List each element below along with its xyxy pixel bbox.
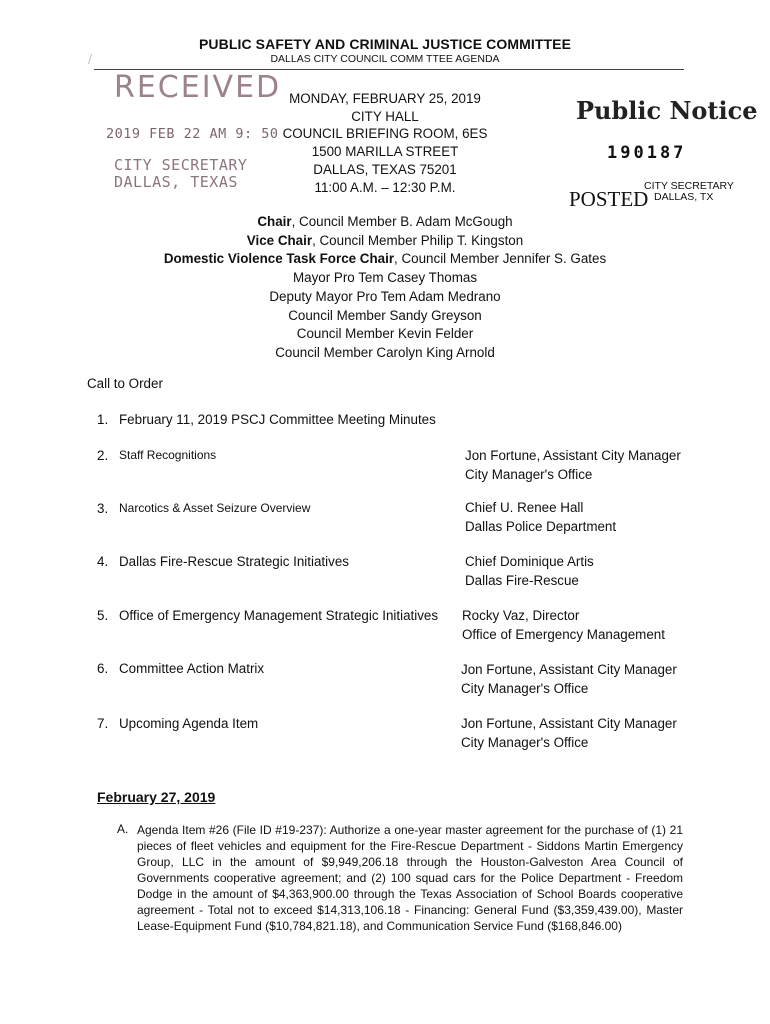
meeting-street: 1500 MARILLA STREET: [311, 144, 459, 160]
meeting-room: COUNCIL BRIEFING ROOM, 6ES: [282, 126, 488, 142]
posted-city-line2: DALLAS, TX: [654, 191, 714, 203]
agenda-item-number: 3.: [97, 501, 109, 516]
committee-member: Mayor Pro Tem Casey Thomas: [292, 270, 478, 286]
agenda-item-number: 5.: [97, 608, 109, 623]
agenda-item-title: Office of Emergency Management Strategic Initiatives: [119, 608, 439, 623]
section-item-letter: A.: [117, 822, 129, 836]
received-stamp: RECEIVED: [114, 70, 282, 105]
presenter-office: Dallas Police Department: [465, 518, 617, 534]
meeting-date: MONDAY, FEBRUARY 25, 2019: [289, 91, 481, 106]
presenter-name: Jon Fortune, Assistant City Manager: [461, 662, 677, 677]
presenter-office: Dallas Fire-Rescue: [465, 572, 579, 588]
posted-city: [644, 181, 734, 203]
agenda-item-title: February 11, 2019 PSCJ Committee Meeting Minutes: [119, 412, 436, 427]
document-subtitle: DALLAS CITY COUNCIL COMM TTEE AGENDA: [270, 53, 500, 65]
presenter-office: Office of Emergency Management: [462, 626, 665, 642]
presenter-office: City Manager's Office: [461, 680, 589, 696]
agenda-item-title: Narcotics & Asset Seizure Overview: [119, 501, 311, 515]
agenda-item-title: Upcoming Agenda Item: [119, 716, 259, 731]
presenter-name: Chief Dominique Artis: [465, 554, 594, 569]
agenda-item-number: 6.: [97, 661, 109, 676]
document-title: PUBLIC SAFETY AND CRIMINAL JUSTICE COMMITTEE: [198, 36, 572, 52]
committee-member: Council Member Sandy Greyson: [288, 307, 482, 323]
committee-list: [0, 213, 770, 363]
agenda-item-title: Committee Action Matrix: [119, 661, 265, 676]
committee-member: Council Member Carolyn King Arnold: [275, 344, 495, 360]
vice-chair-name: , Council Member Philip T. Kingston: [312, 232, 524, 248]
margin-mark: /: [88, 52, 93, 66]
received-stamp-date: 2019 FEB 22 AM 9: 50: [106, 126, 279, 142]
agenda-item-presenter: [465, 499, 616, 536]
presenter-name: Rocky Vaz, Director: [462, 608, 580, 623]
meeting-place: CITY HALL: [351, 108, 419, 124]
agenda-item-number: 2.: [97, 448, 109, 463]
meeting-city: DALLAS, TEXAS 75201: [313, 161, 457, 177]
chair-role: Chair: [257, 214, 292, 229]
section-date-heading: February 27, 2019: [97, 789, 216, 805]
agenda-item-title: Staff Recognitions: [119, 448, 217, 462]
agenda-item-presenter: [461, 661, 677, 698]
chair-name: , Council Member B. Adam McGough: [291, 214, 513, 229]
agenda-item-title: Dallas Fire-Rescue Strategic Initiatives: [119, 554, 349, 569]
meeting-time: 11:00 A.M. – 12:30 P.M.: [314, 179, 456, 195]
received-stamp-city: [114, 157, 247, 191]
agenda-item-presenter: [465, 447, 681, 484]
presenter-office: City Manager's Office: [465, 466, 593, 482]
posted-stamp: POSTED: [569, 187, 649, 211]
committee-chair: [0, 213, 770, 232]
meeting-info: [268, 90, 502, 196]
dv-chair-name: , Council Member Jennifer S. Gates: [394, 251, 607, 267]
dv-chair-role: Domestic Violence Task Force Chair: [163, 251, 395, 267]
agenda-item-presenter: [461, 715, 677, 752]
posted-city-line1: CITY SECRETARY: [644, 180, 734, 192]
presenter-name: Chief U. Renee Hall: [465, 500, 584, 515]
presenter-name: Jon Fortune, Assistant City Manager: [461, 716, 677, 731]
agenda-item-presenter: [462, 607, 665, 644]
agenda-item-presenter: [465, 553, 594, 590]
agenda-item-number: 4.: [97, 554, 109, 569]
call-to-order: Call to Order: [87, 376, 163, 391]
committee-member: Council Member Kevin Felder: [296, 326, 474, 342]
stamp-city-line1: CITY SECRETARY: [114, 156, 248, 174]
agenda-item-number: 7.: [97, 716, 109, 731]
committee-dv-chair: [0, 250, 770, 269]
vice-chair-role: Vice Chair: [246, 232, 313, 248]
public-notice-heading: Public Notice: [576, 96, 758, 125]
section-item-text: Agenda Item #26 (File ID #19-237): Authorize a one-year master agreement for the purchase of (1) 21 pieces of fleet vehicles and equipment for the Fire-Rescue Department - Siddons Martin Emergency Group, LLC in the amount of $9,949,206.18 through the Houston-Galveston Area Council of Governments cooperative agreement; and (2) 100 squad cars for the Police Department - Freedom Dodge in the amount of $4,363,900.00 through the Texas Association of School Boards cooperative agreement - Total not to exceed $14,313,106.18 - Financing: General Fund ($3,359,439.00), Master Lease-Equipment Fund ($10,784,821.18), and Communication Service Fund ($168,846.00): [137, 823, 683, 933]
committee-member: Deputy Mayor Pro Tem Adam Medrano: [269, 288, 501, 304]
presenter-office: City Manager's Office: [461, 734, 589, 750]
committee-vice-chair: [0, 232, 770, 251]
agenda-item-number: 1.: [97, 412, 109, 427]
presenter-name: Jon Fortune, Assistant City Manager: [465, 448, 681, 463]
notice-number: 190187: [607, 143, 687, 163]
stamp-city-line2: DALLAS, TEXAS: [114, 173, 238, 191]
